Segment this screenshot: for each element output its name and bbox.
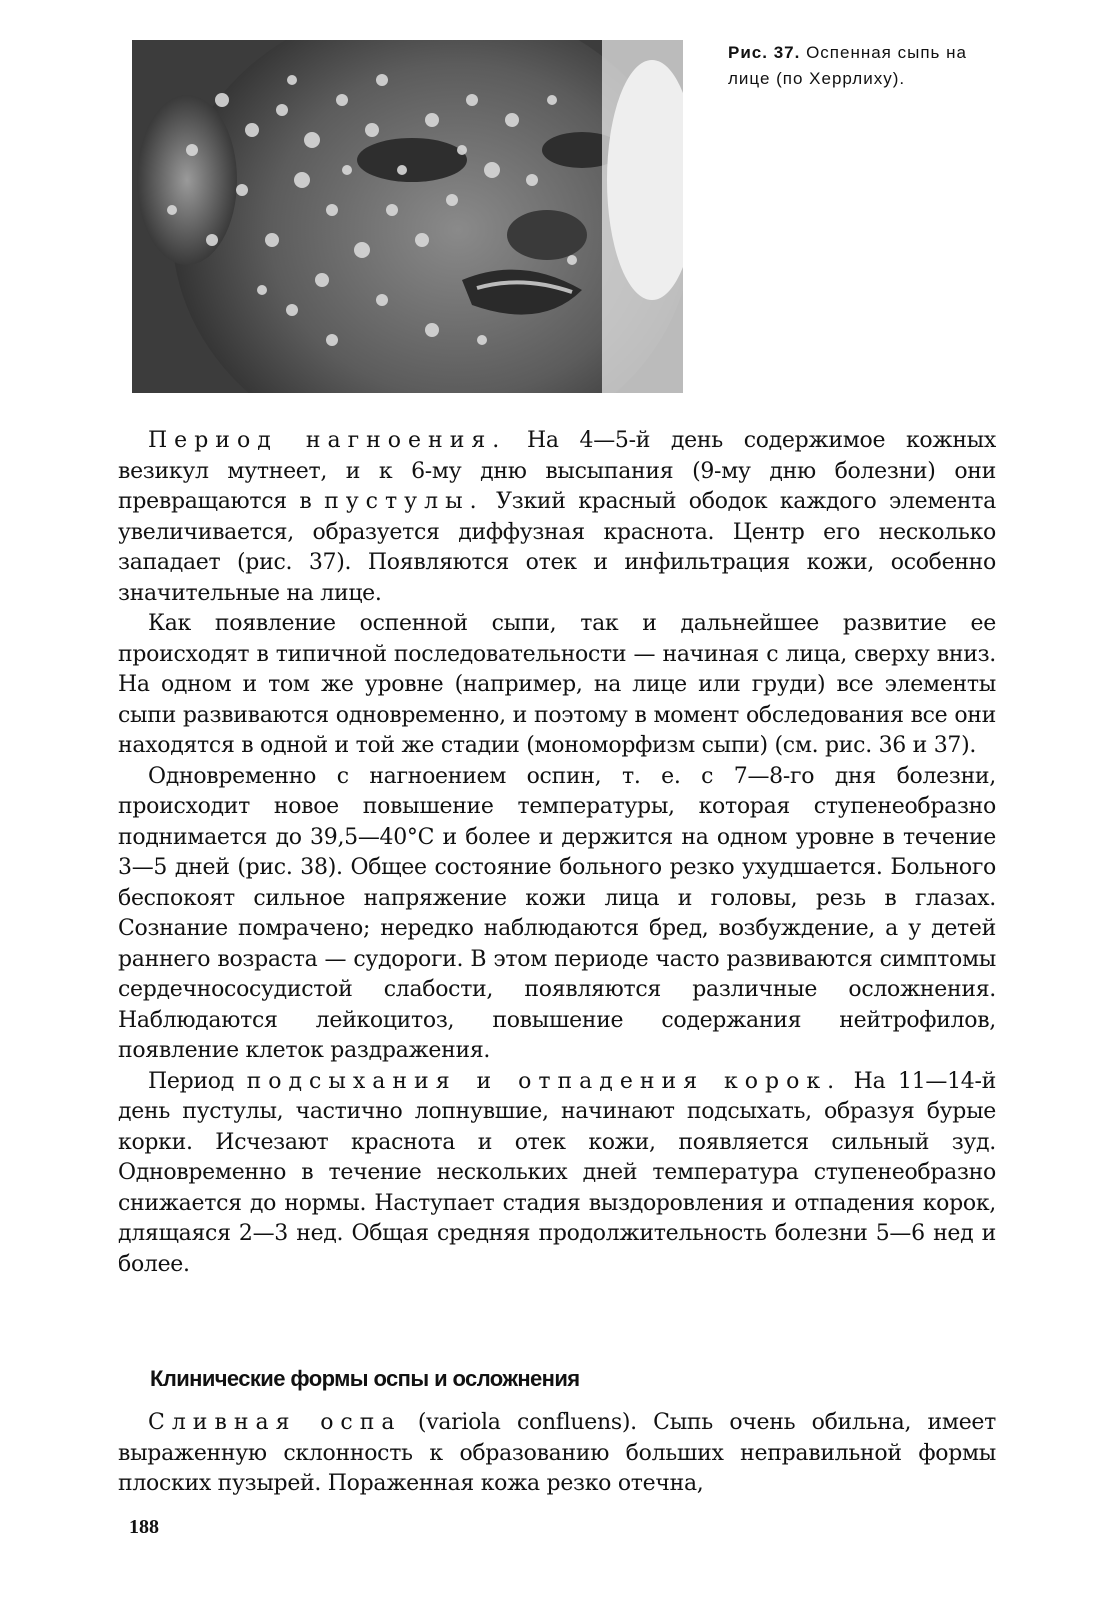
paragraph-lead: Период — [148, 1068, 247, 1094]
paragraph-confluent — [118, 1408, 996, 1500]
figure-caption — [728, 40, 998, 92]
spaced-term: подсыхания и отпадения корок. — [246, 1068, 842, 1094]
body-text-lower — [118, 1408, 996, 1500]
spaced-term: Сливная оспа — [148, 1410, 402, 1435]
paragraph-crusting — [118, 1067, 996, 1281]
paragraph-text: На 4—5-й день содержимое кожных везикул мутнеет, и к 6-му дню высыпания (9-му дню болезни) они превращаются в — [118, 428, 996, 514]
paragraph-rash-sequence: Как появление оспенной сыпи, так и дальнейшее развитие ее происходят в типичной последовательности — начиная с лица, сверху вниз. На одном и том же уровне (например, на лице или груди) все элементы сыпи развиваются одновременно, и поэтому в момент обследования все они находятся в одной и той же стадии (мономорфизм сыпи) (см. рис. 36 и 37). — [118, 611, 996, 758]
section-heading: Клинические формы оспы и осложнения — [150, 1366, 580, 1391]
paragraph-suppuration — [118, 426, 996, 609]
figure-photo — [132, 40, 683, 393]
page-number: 188 — [129, 1516, 159, 1538]
paragraph-text: На 11—14-й день пустулы, частично лопнувшие, начинают подсыхать, образуя бурые корки. Исчезают краснота и отек кожи, появляется сильный зуд. Одновременно в течение нескольких дней температура ступенеобразно снижается до нормы. Наступает стадия выздоровления и отпадения корок, длящаяся 2—3 нед. Общая средняя продолжительность болезни 5—6 нед и более. — [118, 1068, 996, 1277]
spaced-term: Период нагноения. — [148, 428, 507, 453]
paragraph-text: Узкий красный ободок каждого элемента увеличивается, образуется диффузная краснота. Центр его несколько западает (рис. 37). Появляются отек и инфильтрация кожи, особенно значительные на лице. — [118, 489, 996, 606]
child-face-rash-image — [132, 40, 683, 393]
spaced-term: пустулы. — [324, 489, 484, 514]
figure-caption-text: Оспенная сыпь на лице (по Херрлиху). — [728, 43, 967, 88]
paragraph-text: (variola confluens). Сыпь очень обильна, имеет выраженную склонность к образованию больших неправильной формы плоских пузырей. Пораженная кожа резко отечна, — [118, 1410, 997, 1496]
paragraph-fever: Одновременно с нагноением оспин, т. е. с 7—8-го дня болезни, происходит новое повышение температуры, которая ступенеобразно поднимается до 39,5—40°С и более и держится на одном уровне в течение 3—5 дней (рис. 38). Общее состояние больного резко ухудшается. Больного беспокоят сильное напряжение кожи лица и головы, резь в глазах. Сознание помрачено; нередко наблюдаются бред, возбуждение, а у детей раннего возраста — судороги. В этом периоде часто развиваются симптомы сердечнососудистой слабости, появляются различные осложнения. Наблюдаются лейкоцитоз, повышение содержания нейтрофилов, появление клеток раздражения. — [118, 763, 996, 1063]
body-text — [118, 426, 996, 1280]
figure-label: Рис. 37. — [728, 43, 801, 62]
